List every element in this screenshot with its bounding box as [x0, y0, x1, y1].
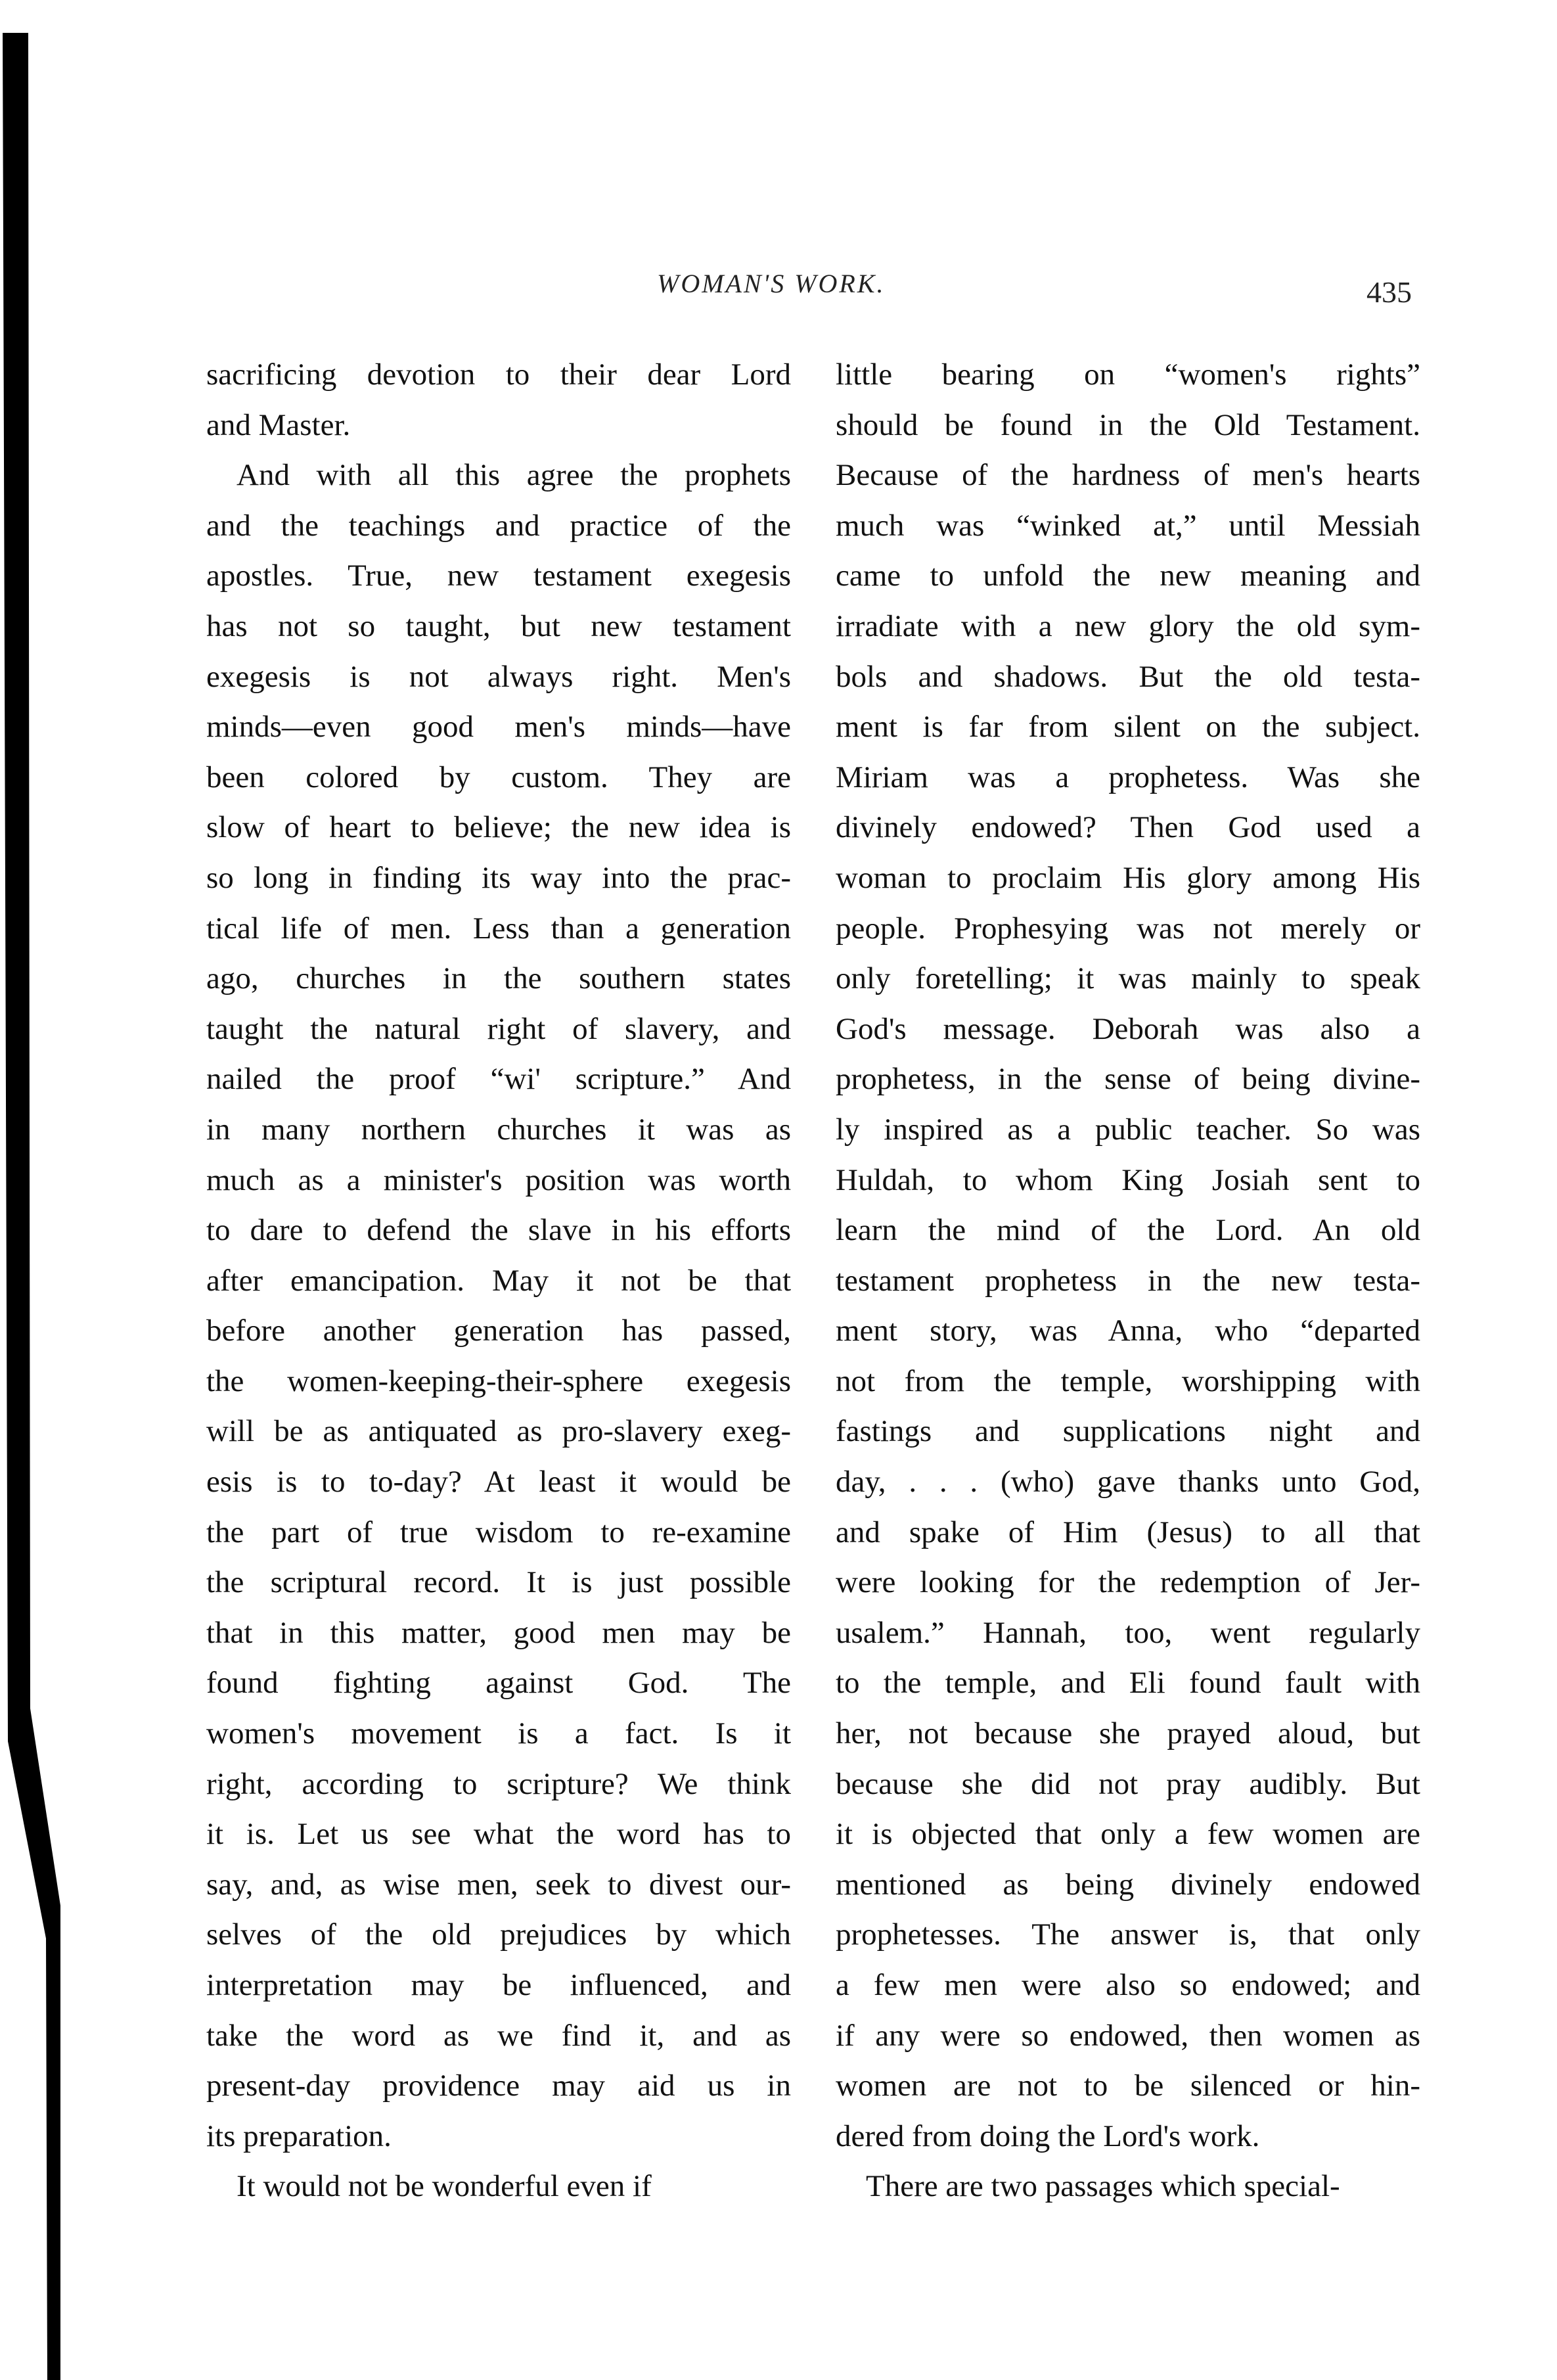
text-line: usalem.” Hannah, too, went regularly: [836, 1615, 1420, 1650]
text-line: interpretation may be influenced, and: [206, 1968, 791, 2002]
text-line: exegesis is not always right. Men's: [206, 659, 791, 694]
text-line: found fighting against God. The: [206, 1666, 791, 1701]
right-column: [836, 350, 1420, 2212]
text-line: ment is far from silent on the subject.: [836, 710, 1420, 744]
text-line: so long in finding its way into the prac-: [206, 860, 791, 895]
text-line: woman to proclaim His glory among His: [836, 860, 1420, 895]
text-line: nailed the proof “wi' scripture.” And: [206, 1062, 791, 1097]
text-line: take the word as we find it, and as: [206, 2018, 791, 2053]
text-line: mentioned as being divinely endowed: [836, 1867, 1420, 1902]
text-line: apostles. True, new testament exegesis: [206, 559, 791, 593]
text-line: There are two passages which special-: [866, 2169, 1340, 2204]
text-line: much was “winked at,” until Messiah: [836, 508, 1420, 543]
text-line: because she did not pray audibly. But: [836, 1766, 1420, 1801]
text-line: it is objected that only a few women are: [836, 1817, 1420, 1852]
text-line: the part of true wisdom to re-examine: [206, 1515, 791, 1549]
text-line: women are not to be silenced or hin-: [836, 2069, 1420, 2103]
text-line: tical life of men. Less than a generation: [206, 911, 791, 946]
text-line: ly inspired as a public teacher. So was: [836, 1112, 1420, 1147]
text-line: and spake of Him (Jesus) to all that: [836, 1515, 1420, 1549]
text-line: been colored by custom. They are: [206, 760, 791, 794]
text-line: dered from doing the Lord's work.: [836, 2118, 1260, 2153]
text-line: fastings and supplications night and: [836, 1414, 1420, 1449]
text-line: came to unfold the new meaning and: [836, 559, 1420, 593]
text-line: her, not because she prayed aloud, but: [836, 1716, 1420, 1751]
text-line: slow of heart to believe; the new idea is: [206, 810, 791, 845]
text-line: only foretelling; it was mainly to speak: [836, 961, 1420, 996]
text-line: divinely endowed? Then God used a: [836, 810, 1420, 845]
text-line: if any were so endowed, then women as: [836, 2018, 1420, 2053]
text-line: say, and, as wise men, seek to divest our-: [206, 1867, 791, 1902]
text-line: present-day providence may aid us in: [206, 2069, 791, 2103]
text-line: the women-keeping-their-sphere exegesis: [206, 1363, 791, 1398]
text-line: and the teachings and practice of the: [206, 508, 791, 543]
text-line: selves of the old prejudices by which: [206, 1917, 791, 1952]
text-line: it is. Let us see what the word has to: [206, 1817, 791, 1852]
text-line: little bearing on “women's rights”: [836, 357, 1420, 392]
text-line: its preparation.: [206, 2118, 392, 2153]
text-line: will be as antiquated as pro-slavery exeg-: [206, 1414, 791, 1449]
scan-binding-edge: [0, 0, 79, 2380]
text-line: a few men were also so endowed; and: [836, 1968, 1420, 2002]
text-line: It would not be wonderful even if: [237, 2169, 652, 2204]
text-line: esis is to to-day? At least it would be: [206, 1465, 791, 1499]
text-line: people. Prophesying was not merely or: [836, 911, 1420, 946]
text-line: bols and shadows. But the old testa-: [836, 659, 1420, 694]
page-number: 435: [1366, 275, 1412, 309]
text-line: after emancipation. May it not be that: [206, 1263, 791, 1298]
text-line: before another generation has passed,: [206, 1314, 791, 1348]
text-line: to dare to defend the slave in his efforts: [206, 1213, 791, 1248]
running-title: WOMAN'S WORK.: [657, 269, 886, 298]
text-line: has not so taught, but new testament: [206, 608, 791, 643]
text-line: learn the mind of the Lord. An old: [836, 1213, 1420, 1248]
text-line: irradiate with a new glory the old sym-: [836, 608, 1420, 643]
text-line: were looking for the redemption of Jer-: [836, 1565, 1420, 1600]
text-line: should be found in the Old Testament.: [836, 407, 1420, 442]
text-line: to the temple, and Eli found fault with: [836, 1666, 1420, 1701]
text-line: that in this matter, good men may be: [206, 1615, 791, 1650]
text-line: prophetess, in the sense of being divine-: [836, 1062, 1420, 1097]
text-line: not from the temple, worshipping with: [836, 1363, 1420, 1398]
text-line: God's message. Deborah was also a: [836, 1011, 1420, 1046]
text-line: in many northern churches it was as: [206, 1112, 791, 1147]
text-line: Miriam was a prophetess. Was she: [836, 760, 1420, 794]
text-line: ago, churches in the southern states: [206, 961, 791, 996]
text-line: minds—even good men's minds—have: [206, 710, 791, 744]
text-line: sacrificing devotion to their dear Lord: [206, 357, 791, 392]
left-column: [206, 350, 791, 2212]
text-line: And with all this agree the prophets: [237, 458, 791, 493]
text-line: day, . . . (who) gave thanks unto God,: [836, 1465, 1420, 1499]
text-line: much as a minister's position was worth: [206, 1162, 791, 1197]
text-line: Because of the hardness of men's hearts: [836, 458, 1420, 493]
text-line: testament prophetess in the new testa-: [836, 1263, 1420, 1298]
text-line: Huldah, to whom King Josiah sent to: [836, 1162, 1420, 1197]
text-line: ment story, was Anna, who “departed: [836, 1314, 1420, 1348]
text-line: and Master.: [206, 407, 351, 442]
text-line: prophetesses. The answer is, that only: [836, 1917, 1420, 1952]
text-line: the scriptural record. It is just possible: [206, 1565, 791, 1600]
text-line: right, according to scripture? We think: [206, 1766, 791, 1801]
text-line: taught the natural right of slavery, and: [206, 1011, 791, 1046]
text-line: women's movement is a fact. Is it: [206, 1716, 791, 1751]
